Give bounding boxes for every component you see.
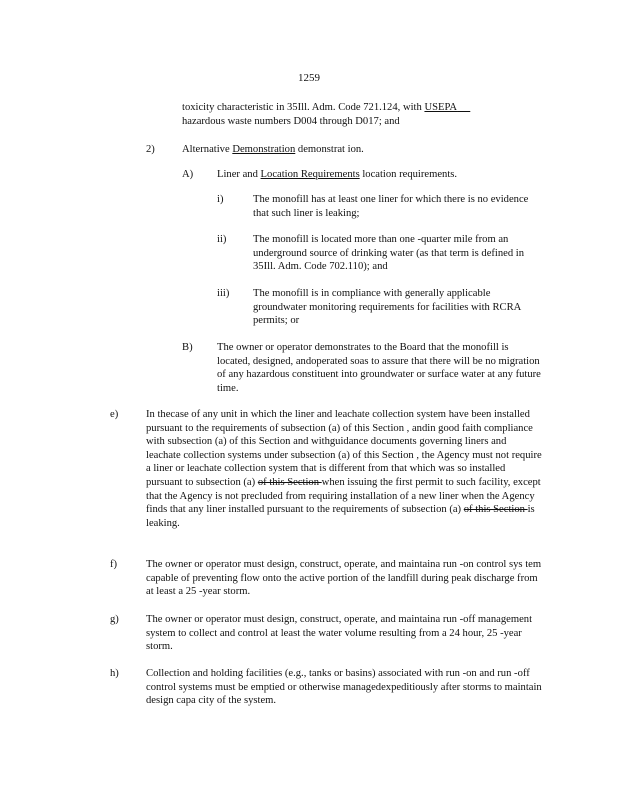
item-h-text: Collection and holding facilities (e.g., tanks or basins) associated with run -on and run -off control systems must be emptied or otherwise managedexpeditiously after storms to maintain design capa city of the system. — [146, 668, 542, 707]
item-a-text-b: location requirements. — [359, 169, 458, 180]
item-2-text-a: Alternative — [182, 144, 233, 155]
item-a-iii-label: iii) — [217, 288, 230, 299]
location-requirements-underlined: Location Requirements — [260, 169, 360, 180]
item-b-label: B) — [182, 342, 193, 353]
item-a-i-text: The monofill has at least one liner for which there is no evidence that such liner is leaking; — [253, 194, 529, 219]
item-h-label: h) — [110, 668, 119, 679]
item-2-label: 2) — [146, 144, 155, 155]
continuation-line-1: toxicity characteristic in 35Ill. Adm. Code 721.124, with — [182, 102, 425, 113]
item-a-i-label: i) — [217, 194, 224, 205]
item-e-label: e) — [110, 409, 119, 420]
item-a-text-a: Liner and — [217, 169, 261, 180]
item-a-ii-text: The monofill is located more than one -quarter mile from an underground source of drinking water (as that term is defined in 35Ill. Adm. Code 702.110); and — [253, 234, 525, 273]
item-f-label: f) — [110, 559, 118, 570]
item-a-ii-label: ii) — [217, 234, 227, 245]
continuation-line-2: hazardous waste numbers D004 through D017; and — [182, 115, 400, 127]
struck-text-2: of this Section — [463, 504, 528, 516]
item-g-label: g) — [110, 614, 119, 625]
item-e-text-1: In thecase of any unit in which the liner and leachate collection system have been installed pursuant to the requirements of subsection (a) of this Section , andin good faith compliance with subsection (a) of this Section and withguidance documents governing liners and leachate collection systems under subsection (a) of this Section , the Agency must not require a liner or leachate collection system that is different from that which was so installed pursuant to subsection (a) — [146, 409, 542, 488]
item-f-text: The owner or operator must design, construct, operate, and maintaina run -on control sys tem capable of preventing flow onto the active portion of the landfill during peak discharge from at least a 25 -year storm. — [146, 559, 542, 598]
demonstration-underlined: Demonstration — [232, 144, 296, 155]
item-2-text-b: demonstrat ion. — [295, 144, 364, 155]
item-e-text-3: is leaking. — [146, 504, 535, 529]
item-e-text — [146, 408, 542, 530]
struck-text-1: of this Section — [257, 476, 322, 488]
item-a-iii-text: The monofill is in compliance with generally applicable groundwater monitoring requirements for facilities with RCRA permits; or — [253, 288, 521, 327]
item-2-text — [182, 143, 542, 157]
item-a-text — [217, 168, 542, 182]
usepa-underlined: USEPA — [424, 102, 458, 113]
page-number: 1259 — [298, 72, 320, 84]
item-a-label: A) — [182, 169, 194, 180]
item-e-text-2: when issuing the first permit to such facility, except that the Agency is not precluded from requiring installation of a new liner when the Agency finds that any liner installed pursuant to the requirements of subsection (a) — [146, 476, 541, 516]
continuation-text — [182, 101, 542, 128]
item-g-text: The owner or operator must design, construct, operate, and maintaina run -off management system to collect and control at least the water volume resulting from a 24 hour, 25 -year storm. — [146, 614, 533, 653]
item-b-text: The owner or operator demonstrates to the Board that the monofill is located, designed, andoperated soas to assure that there will be no migration of any hazardous constituent into groundwater or surface water at any future time. — [217, 342, 541, 394]
